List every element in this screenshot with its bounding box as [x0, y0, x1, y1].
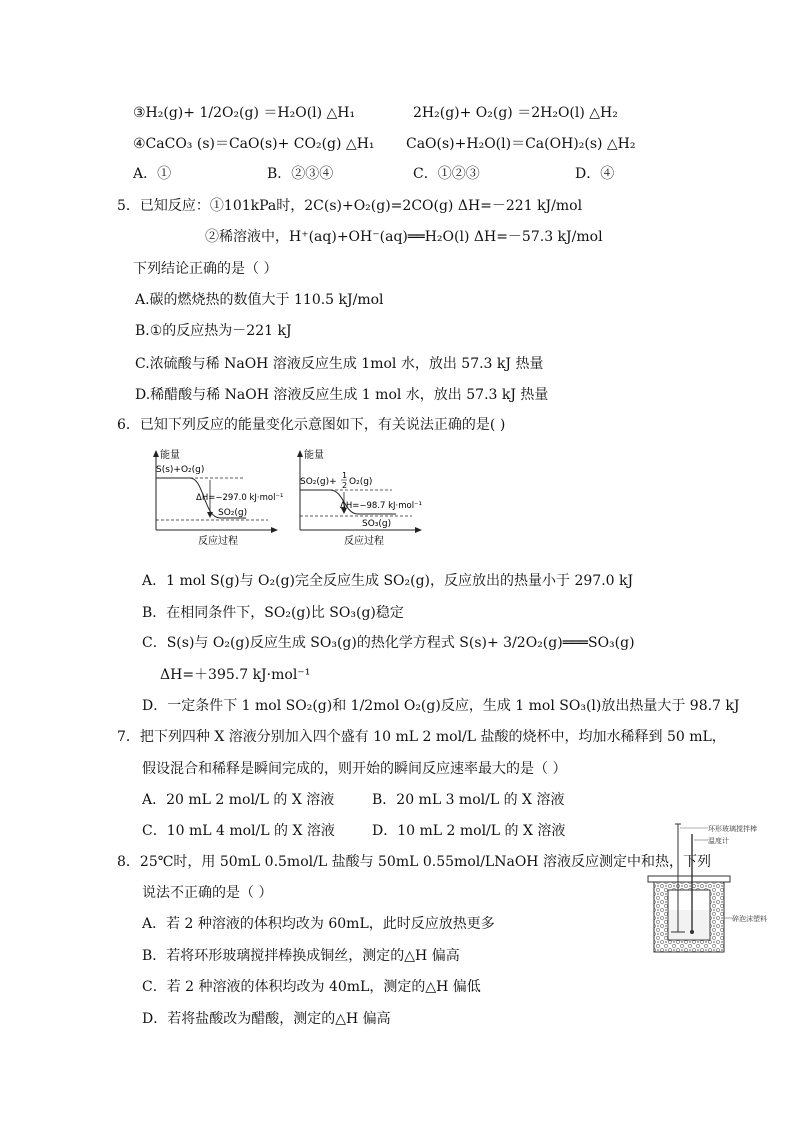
- d1-x-label: 反应过程: [198, 536, 238, 547]
- q5-option-c: C.浓硫酸与稀 NaOH 溶液反应生成 1mol 水，放出 57.3 kJ 热量: [135, 356, 544, 372]
- d2-frac-den: 2: [342, 481, 348, 490]
- q6-option-a: A．1 mol S(g)与 O₂(g)完全反应生成 SO₂(g)，反应放出的热量小于 297.0 kJ: [142, 573, 634, 589]
- q8-option-b: B．若将环形玻璃搅拌棒换成铜丝，测定的△H 偏高: [142, 948, 460, 964]
- d1-reactant: S(s)+O₂(g): [156, 465, 205, 475]
- q4-eq3b: 2H₂(g)+ O₂(g) ＝2H₂O(l) △H₂: [413, 105, 618, 121]
- d1-dh: ΔH=−297.0 kJ·mol⁻¹: [196, 493, 284, 503]
- q4-eq3: ③H₂(g)+ 1/2O₂(g) ＝H₂O(l) △H₁: [133, 105, 356, 121]
- q5-ask: 下列结论正确的是（ ）: [133, 261, 278, 277]
- q5-option-b: B.①的反应热为－221 kJ: [135, 323, 292, 339]
- q4-eq4b: CaO(s)+H₂O(l)＝Ca(OH)₂(s) △H₂: [406, 136, 636, 152]
- calorimeter-apparatus: [644, 820, 792, 960]
- energy-diagram-2: [292, 448, 442, 550]
- q7-stem2: 假设混合和稀释是瞬间完成的，则开始的瞬间反应速率最大的是（ ）: [142, 761, 567, 777]
- q5-option-a: A.碳的燃烧热的数值大于 110.5 kJ/mol: [135, 292, 384, 308]
- q8-option-d: D．若将盐酸改为醋酸，测定的△H 偏高: [142, 1011, 391, 1027]
- d2-reactant-a: SO₂(g)+: [300, 477, 337, 487]
- q4-option-c: C．①②③: [413, 166, 480, 182]
- q4-option-d: D．④: [575, 166, 615, 182]
- q6-option-b: B．在相同条件下，SO₂(g)比 SO₃(g)稳定: [142, 605, 404, 621]
- d2-product: SO₃(g): [362, 519, 392, 529]
- q6-option-c-dh: ΔH=＋395.7 kJ·mol⁻¹: [160, 667, 311, 683]
- d1-product: SO₂(g): [218, 508, 248, 518]
- q8-option-c: C．若 2 种溶液的体积均改为 40mL，测定的△H 偏低: [142, 979, 481, 995]
- q6-option-c: C．S(s)与 O₂(g)反应生成 SO₃(g)的热化学方程式 S(s)+ 3/2O₂(g)═══SO₃(g): [142, 635, 635, 651]
- d2-frac-num: 1: [342, 471, 348, 480]
- q6-option-d: D．一定条件下 1 mol SO₂(g)和 1/2mol O₂(g)反应，生成 1 mol SO₃(l)放出热量大于 98.7 kJ: [142, 698, 740, 714]
- q5-option-d: D.稀醋酸与稀 NaOH 溶液反应生成 1 mol 水，放出 57.3 kJ 热量: [135, 387, 549, 403]
- q7-option-c: C．10 mL 4 mol/L 的 X 溶液: [142, 823, 335, 839]
- q7-stem: 7．把下列四种 X 溶液分别加入四个盛有 10 mL 2 mol/L 盐酸的烧杯中，均加水稀释到 50 mL，: [117, 729, 726, 745]
- label-thermometer: 温度计: [708, 837, 729, 845]
- q7-option-b: B．20 mL 3 mol/L 的 X 溶液: [372, 792, 565, 808]
- q7-option-a: A．20 mL 2 mol/L 的 X 溶液: [142, 792, 335, 808]
- q4-eq4: ④CaCO₃ (s)＝CaO(s)+ CO₂(g) △H₁: [133, 136, 375, 152]
- q7-option-d: D．10 mL 2 mol/L 的 X 溶液: [372, 823, 566, 839]
- label-foam: 碎泡沫塑料: [732, 915, 767, 923]
- q6-stem: 6．已知下列反应的能量变化示意图如下，有关说法正确的是( ): [117, 417, 506, 433]
- d1-y-label: 能量: [160, 450, 180, 461]
- d2-reactant-b: O₂(g): [349, 477, 373, 487]
- d2-x-label: 反应过程: [344, 536, 384, 547]
- q8-stem: 8．25℃时，用 50mL 0.5mol/L 盐酸与 50mL 0.55mol/LNaOH 溶液反应测定中和热，下列: [117, 854, 711, 870]
- q5-stem2: ②稀溶液中，H⁺(aq)+OH⁻(aq)══H₂O(l) ΔH=－57.3 kJ/mol: [205, 229, 603, 245]
- q8-option-a: A．若 2 种溶液的体积均改为 60mL，此时反应放热更多: [142, 916, 495, 932]
- d2-dh: ΔH=−98.7 kJ·mol⁻¹: [340, 501, 422, 511]
- q4-option-a: A．①: [133, 166, 172, 182]
- q4-option-b: B．②③④: [267, 166, 334, 182]
- q8-stem2: 说法不正确的是（ ）: [142, 885, 273, 901]
- q5-stem: 5．已知反应：①101kPa时，2C(s)+O₂(g)=2CO(g) ΔH=－221 kJ/mol: [117, 198, 583, 214]
- label-stirrer: 环形玻璃搅拌棒: [708, 825, 757, 833]
- d2-y-label: 能量: [304, 450, 324, 461]
